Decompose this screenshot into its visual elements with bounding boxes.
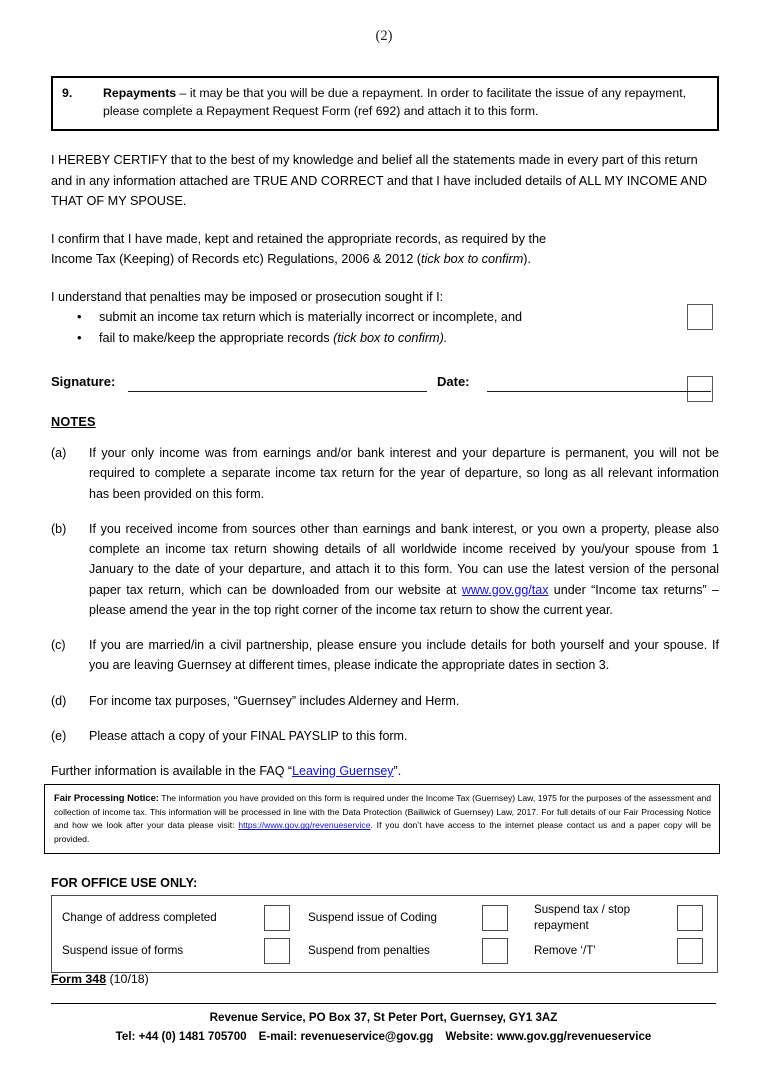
signature-row [51,374,719,394]
section-9-text [103,85,708,121]
office-use-checkbox-suspend-issue-of-coding[interactable] [482,905,508,931]
date-label: Date: [437,374,470,389]
faq-pre-text: Further information is available in the FAQ “ [51,764,293,778]
note-d [51,691,719,711]
office-use-table [51,895,718,973]
note-a [51,443,719,504]
office-use-checkbox-suspend-tax-stop-repayment[interactable] [677,905,703,931]
office-use-column-3 [522,901,717,967]
note-b-text-part2: under “Income tax returns” – please amend the year in the top right corner of the income tax return to show the current year. [89,582,719,617]
office-use-label-suspend-from-penalties: Suspend from penalties [308,943,430,957]
note-c-tag: (c) [51,638,66,652]
footer-telephone: Tel: +44 (0) 1481 705700 [115,1030,247,1044]
footer-divider [51,1003,716,1004]
signature-label: Signature: [51,374,116,389]
office-use-row-remove-t [534,934,717,967]
office-use-label-change-of-address: Change of address completed [62,910,217,924]
office-use-row-suspend-tax-stop-repayment [534,901,717,934]
records-confirmation-group [51,229,719,349]
penalties-bullet-list [51,307,659,348]
fair-processing-notice-box [44,784,720,854]
note-c-text: If you are married/in a civil partnership, please ensure you include details for both yourself and your spouse. If you are leaving Guernsey at different times, please indicate the appropriate dates in section 3. [89,638,719,673]
office-use-label-remove-t: Remove ‘/T’ [534,943,596,957]
office-use-column-1 [52,901,304,967]
date-input-line[interactable] [487,391,711,392]
note-d-tag: (d) [51,693,67,708]
faq-post-text: ”. [393,764,402,778]
office-use-checkbox-change-of-address[interactable] [264,905,290,931]
note-b-tag: (b) [51,521,67,536]
office-use-label-suspend-tax-stop-repayment: Suspend tax / stop repayment [534,903,631,932]
note-a-tag: (a) [51,446,67,460]
office-use-row-suspend-issue-of-coding [308,901,522,934]
hereby-certify-paragraph: I HEREBY CERTIFY that to the best of my knowledge and belief all the statements made in every part of this return and in any information attached are TRUE AND CORRECT and that I have included details of ALL MY INCOME AND THAT OF MY SPOUSE. [51,153,708,209]
leaving-guernsey-faq-link[interactable]: Leaving Guernsey [292,764,394,778]
office-use-label-suspend-issue-of-forms: Suspend issue of forms [62,943,184,957]
footer-address: Revenue Service, PO Box 37, St Peter Port, Guernsey, GY1 3AZ [209,1011,558,1024]
note-b-text [89,519,719,620]
records-line-2-post: ). [523,252,532,267]
form-revision-date: (10/18) [106,972,149,986]
records-line-1: I confirm that I have made, kept and retained the appropriate records, as required by the [51,231,547,246]
penalties-bullet-2-pre: fail to make/keep the appropriate records [99,331,334,346]
records-line-2-italic: tick box to confirm [421,252,524,267]
fair-processing-text-part1: The information you have provided on this form is required under the Income Tax (Guernsey) Law, 1975 for the purposes of the assessment and collection of income tax. This information will be processed in line with the Data Protection (Bailiwick of Guernsey) Law, 2017. For full details of our Fair Processing Notice and how we look after your data please visit: [54,793,712,831]
records-confirm-checkbox[interactable] [687,304,713,330]
note-b [51,519,719,620]
signature-input-line[interactable] [128,391,427,392]
office-use-row-suspend-issue-of-forms [62,934,304,967]
penalties-intro: I understand that penalties may be imposed or prosecution sought if I: [51,289,444,304]
note-e-text: Please attach a copy of your FINAL PAYSLIP to this form. [89,728,408,743]
faq-reference-line [51,761,719,781]
note-c [51,635,719,676]
section-9-number: 9. [62,86,73,100]
certification-block [51,150,719,349]
fair-processing-text-part2: . If you don’t have access to the internet please contact us and a paper copy will be provided. [54,820,711,845]
note-a-text: If your only income was from earnings and/or bank interest and your departure is permanent, you will not be required to complete a separate income tax return for the year of departure, so long as all relevant information has been provided on this form. [89,446,719,501]
office-use-column-2 [304,901,522,967]
note-e [51,726,719,746]
records-paragraph [51,229,659,270]
office-use-checkbox-remove-t[interactable] [677,938,703,964]
section-9-repayments-box [51,76,719,131]
revenueservice-website-link[interactable]: https://www.gov.gg/revenueservice [238,820,371,831]
page-number: (2) [375,28,393,44]
penalties-bullet-2 [77,328,659,349]
gov-gg-tax-link[interactable]: www.gov.gg/tax [461,582,549,597]
office-use-row-suspend-from-penalties [308,934,522,967]
form-number: Form 348 [51,972,107,986]
form-reference [51,972,149,986]
fair-processing-notice-title: Fair Processing Notice: [54,792,159,803]
note-d-text: For income tax purposes, “Guernsey” includes Alderney and Herm. [89,693,460,708]
penalties-bullet-2-italic: (tick box to confirm). [333,331,448,346]
footer-contact-block [51,1008,716,1047]
office-use-label-suspend-issue-of-coding: Suspend issue of Coding [308,910,437,924]
note-e-tag: (e) [51,728,67,743]
note-b-text-part1: If you received income from sources other than earnings and bank interest, or you own a property, please also complete an income tax return showing details of all worldwide income received by you/your spouse from 1 January to the date of your departure, and attach it to this form. You can use the latest version of the personal paper tax return, which can be downloaded from our website at [89,521,719,597]
footer-contact-line [51,1027,716,1046]
section-9-body: – it may be that you will be due a repayment. In order to facilitate the issue of any repayment, please complete a Repayment Request Form (ref 692) and attach it to this form. [103,86,687,118]
office-use-checkbox-suspend-from-penalties[interactable] [482,938,508,964]
footer-website: Website: www.gov.gg/revenueservice [445,1030,652,1044]
footer-email: E-mail: revenueservice@gov.gg [258,1030,434,1044]
penalties-bullet-1: • submit an income tax return which is materially incorrect or incomplete, and [77,307,659,328]
records-line-2-pre: Income Tax (Keeping) of Records etc) Regulations, 2006 & 2012 ( [51,252,422,267]
notes-list [51,443,719,781]
office-use-row-change-of-address [62,901,304,934]
section-9-title: Repayments [103,86,177,100]
office-use-checkbox-suspend-issue-of-forms[interactable] [264,938,290,964]
notes-heading: NOTES [51,415,96,429]
office-use-title: FOR OFFICE USE ONLY: [51,876,198,890]
